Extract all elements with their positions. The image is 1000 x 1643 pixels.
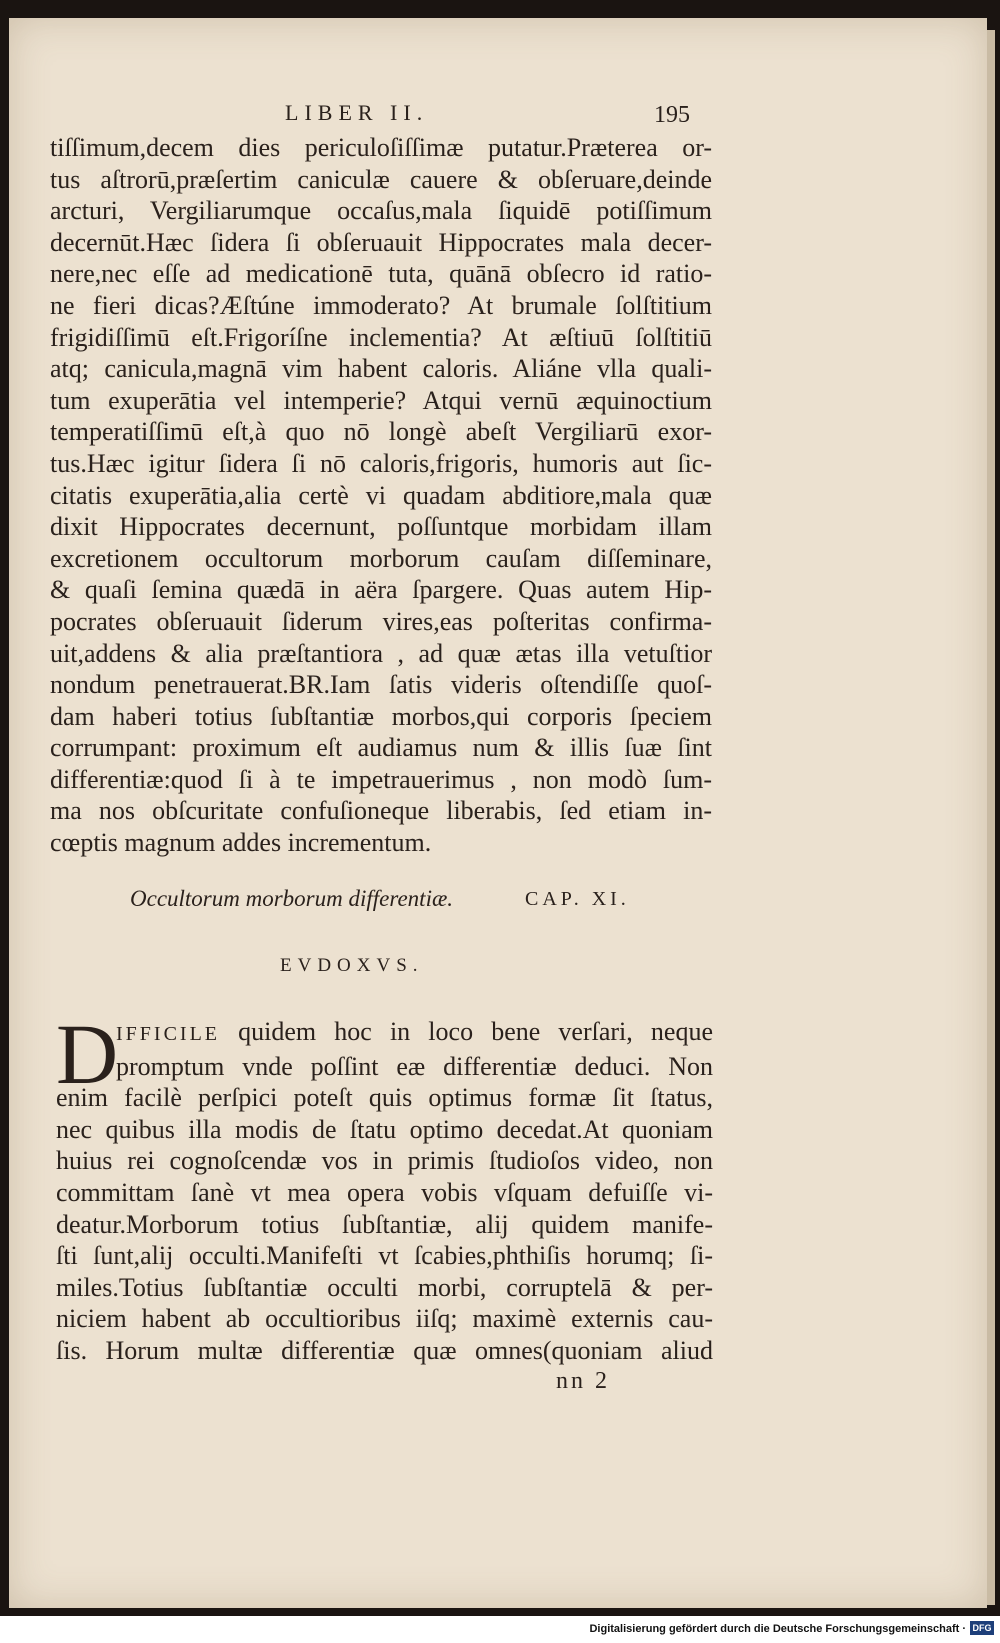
text-line: nondum penetrauerat.BR.Iam ſatis videris oſtendiſſe quoſ- — [50, 670, 712, 700]
text-line: tus aſtrorū,præſertim caniculæ cauere & obſeruare,deinde — [50, 164, 712, 194]
text-line: corrumpant: proximum eſt audiamus num & illis ſuæ ſint — [50, 733, 712, 763]
text-line: nere,nec eſſe ad medicationē tuta, quānā obſecro id ratio- — [50, 259, 712, 289]
text-line: citatis exuperātia,alia certè vi quadam abditiore,mala quæ — [50, 480, 712, 510]
text-line: deatur.Morborum totius ſubſtantiæ, alij quidem manife- — [56, 1209, 713, 1239]
text-line-rest: quidem hoc in loco bene verſari, neque — [220, 1017, 713, 1046]
chapter-title: Occultorum morborum differentiæ. — [130, 886, 454, 911]
text-line: ſti ſunt,alij occulti.Manifeſti vt ſcabies,phthiſis horumq; ſi- — [56, 1241, 713, 1271]
page-edge — [987, 30, 995, 1605]
chapter-number: CAP. XI. — [525, 888, 630, 910]
page-header — [60, 100, 690, 136]
text-line: niciem habent ab occultioribus iiſq; maximè externis cau- — [56, 1304, 713, 1334]
text-line: atq; canicula,magnā vim habent caloris. Aliáne vlla quali- — [50, 354, 712, 384]
speaker-name: EVDOXVS. — [280, 955, 424, 976]
text-line: committam ſanè vt mea opera vobis vſquam defuiſſe vi- — [56, 1177, 713, 1207]
text-line: promptum vnde poſſint eæ differentiæ deduci. Non — [116, 1051, 713, 1081]
footer-bar — [0, 1616, 1000, 1643]
text-line: arcturi, Vergiliarumque occaſus,mala ſiquidē potiſſimum — [50, 196, 712, 226]
text-line: enim facilè perſpici poteſt quis optimus formæ ſit ſtatus, — [56, 1083, 713, 1113]
drop-cap-initial: D — [56, 1006, 119, 1102]
text-line: dam haberi totius ſubſtantiæ morbos,qui corporis ſpeciem — [50, 701, 712, 731]
footer-credit: Digitalisierung gefördert durch die Deutsche Forschungsgemeinschaft · — [589, 1623, 966, 1635]
text-line: nec quibus illa modis de ſtatu optimo decedat.At quoniam — [56, 1114, 713, 1144]
page-number: 195 — [654, 102, 690, 128]
body-text — [50, 132, 712, 859]
text-line: huius rei cognoſcendæ vos in primis ſtudioſos video, non — [56, 1146, 713, 1176]
text-line: decernūt.Hæc ſidera ſi obſeruauit Hippocrates mala decer- — [50, 227, 712, 257]
text-line — [116, 1016, 713, 1051]
text-line: uit,addens & alia præſtantiora , ad quæ ætas illa vetuſtior — [50, 638, 712, 668]
text-line: ſis. Horum multæ differentiæ quæ omnes(quoniam aliud — [56, 1335, 713, 1365]
text-line: ne fieri dicas?Æſtúne immoderato? At brumale ſolſtitium — [50, 290, 712, 320]
text-line: tiſſimum,decem dies periculoſiſſimæ putatur.Præterea or- — [50, 133, 712, 162]
text-line: tus.Hæc igitur ſidera ſi nō caloris,frigoris, humoris aut ſic- — [50, 448, 712, 478]
text-line: & quaſi ſemina quædā in aëra ſpargere. Quas autem Hip- — [50, 575, 712, 605]
text-line: miles.Totius ſubſtantiæ occulti morbi, corruptelā & per- — [56, 1272, 713, 1302]
chapter-heading — [130, 886, 670, 920]
text-line: tum exuperātia vel intemperie? Atqui vernū æquinoctium — [50, 385, 712, 415]
text-line: pocrates obſeruauit ſiderum vires,eas poſteritas confirma- — [50, 606, 712, 636]
running-head: LIBER II. — [285, 100, 429, 125]
text-line: ma nos obſcuritate confuſioneque liberabis, ſed etiam in- — [50, 796, 712, 826]
text-line: temperatiſſimū eſt,à quo nō longè abeſt Vergiliarū exor- — [50, 417, 712, 447]
text-line: differentiæ:quod ſi à te impetrauerimus , non modò ſum- — [50, 764, 712, 794]
signature-mark: nn 2 — [556, 1368, 610, 1394]
text-line: frigidiſſimū eſt.Frigoríſne inclementia? At æſtiuū ſolſtitiū — [50, 322, 712, 352]
chapter-paragraph — [56, 1006, 713, 1367]
text-line: dixit Hippocrates decernunt, poſſuntque morbidam illam — [50, 512, 712, 542]
text-line: cœptis magnum addes incrementum. — [50, 828, 432, 858]
first-word-caps: IFFICILE — [116, 1023, 220, 1045]
dfg-logo: DFG — [970, 1621, 994, 1635]
text-line: excretionem occultorum morborum cauſam diſſeminare, — [50, 543, 712, 573]
